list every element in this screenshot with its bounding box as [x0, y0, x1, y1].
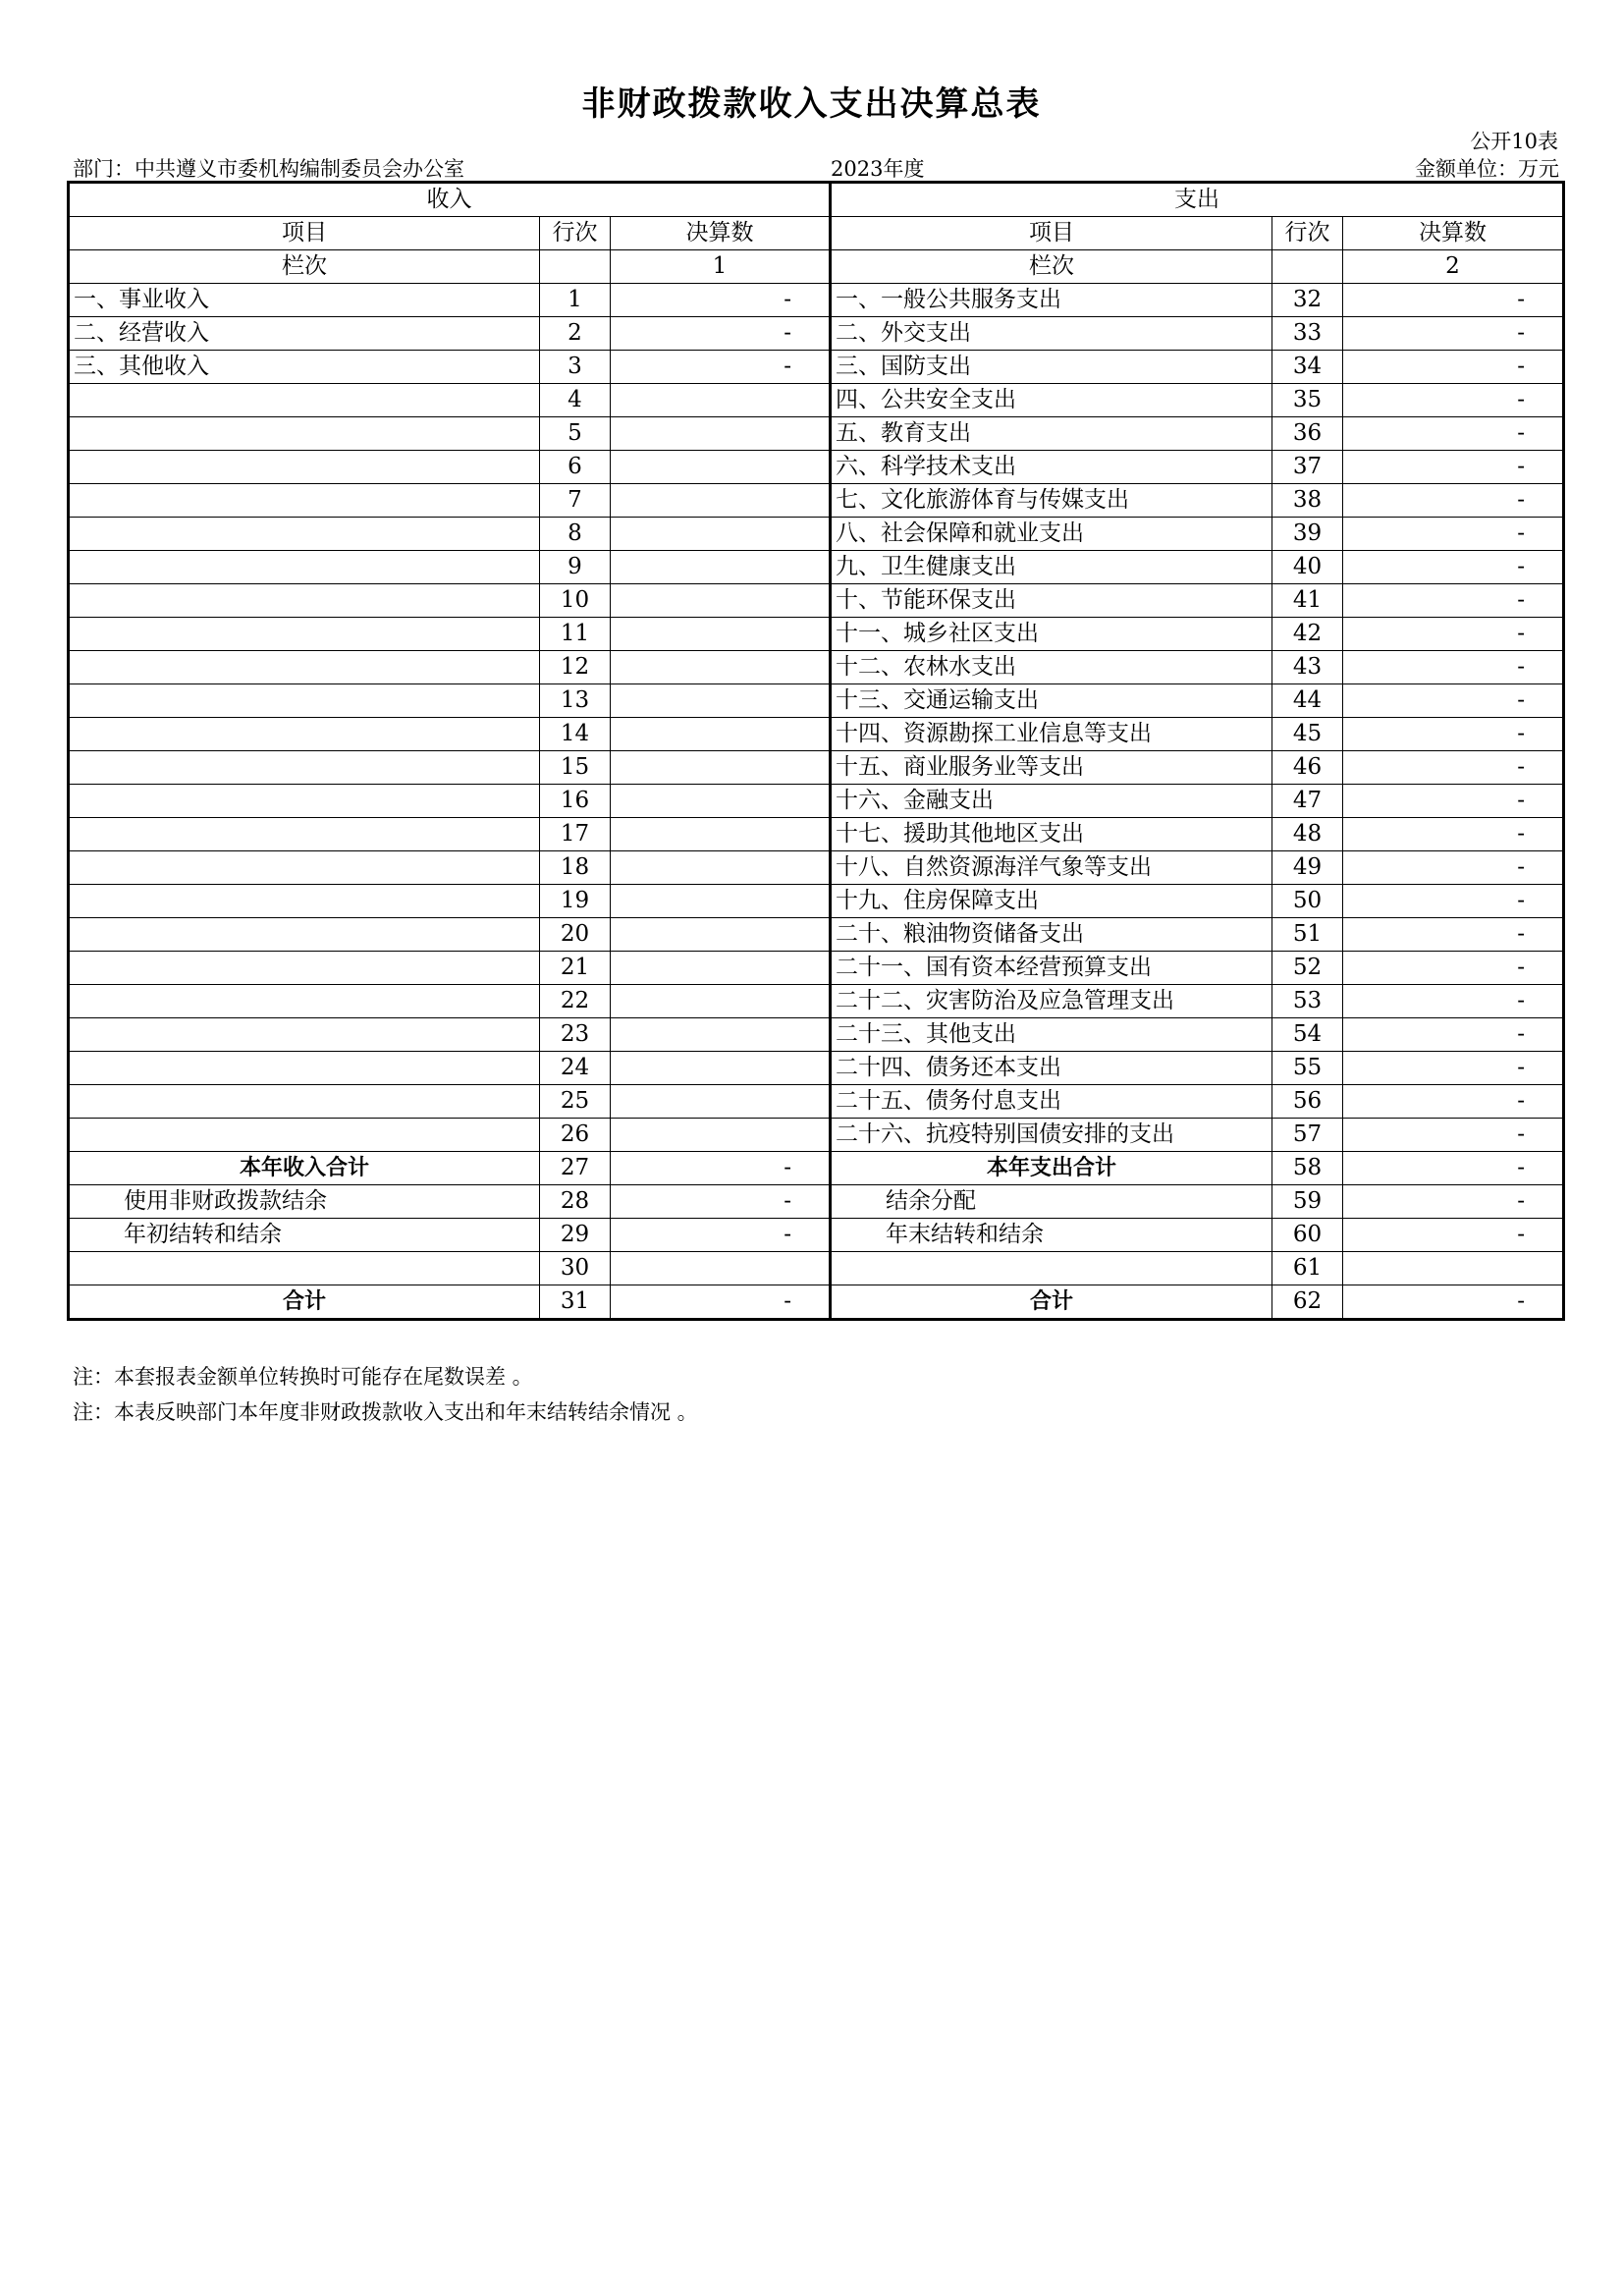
income-item: 二、经营收入 — [69, 317, 540, 351]
income-header: 收入 — [69, 183, 831, 217]
income-amount: - — [611, 317, 831, 351]
expense-line: 43 — [1272, 651, 1343, 684]
expense-line: 48 — [1272, 818, 1343, 851]
notes — [73, 1359, 698, 1430]
expense-item: 六、科学技术支出 — [831, 451, 1272, 484]
income-item — [69, 384, 540, 417]
income-line: 5 — [540, 417, 611, 451]
income-amount — [611, 584, 831, 618]
expense-item: 二十二、灾害防治及应急管理支出 — [831, 985, 1272, 1018]
income-amount — [611, 417, 831, 451]
expense-header: 支出 — [831, 183, 1564, 217]
expense-amount: - — [1343, 718, 1564, 751]
table-row — [69, 785, 1564, 818]
expense-item: 十九、住房保障支出 — [831, 885, 1272, 918]
expense-item: 二十一、国有资本经营预算支出 — [831, 952, 1272, 985]
total-row — [69, 1219, 1564, 1252]
expense-line: 46 — [1272, 751, 1343, 785]
income-item — [69, 618, 540, 651]
income-item — [69, 1052, 540, 1085]
column-label: 栏次 — [831, 250, 1272, 284]
table-row — [69, 684, 1564, 718]
income-total-item: 合计 — [69, 1285, 540, 1320]
expense-amount: - — [1343, 317, 1564, 351]
expense-amount: - — [1343, 284, 1564, 317]
expense-amount: - — [1343, 417, 1564, 451]
expense-amount: - — [1343, 584, 1564, 618]
expense-total-item: 年末结转和结余 — [831, 1219, 1272, 1252]
expense-line: 37 — [1272, 451, 1343, 484]
amount-header: 决算数 — [1343, 217, 1564, 250]
expense-line: 44 — [1272, 684, 1343, 718]
table-row — [69, 952, 1564, 985]
table-row — [69, 451, 1564, 484]
expense-amount: - — [1343, 952, 1564, 985]
total-row — [69, 1185, 1564, 1219]
expense-line: 52 — [1272, 952, 1343, 985]
income-line: 23 — [540, 1018, 611, 1052]
income-line: 16 — [540, 785, 611, 818]
income-line: 11 — [540, 618, 611, 651]
income-total-item — [69, 1252, 540, 1285]
expense-line: 39 — [1272, 518, 1343, 551]
income-amount — [611, 818, 831, 851]
expense-line: 41 — [1272, 584, 1343, 618]
column-index-empty — [1272, 250, 1343, 284]
income-item — [69, 718, 540, 751]
expense-amount: - — [1343, 1085, 1564, 1119]
amount-header: 决算数 — [611, 217, 831, 250]
table-row — [69, 317, 1564, 351]
table-row — [69, 551, 1564, 584]
expense-amount: - — [1343, 351, 1564, 384]
income-item — [69, 651, 540, 684]
expense-item: 十四、资源勘探工业信息等支出 — [831, 718, 1272, 751]
expense-item: 十六、金融支出 — [831, 785, 1272, 818]
income-item — [69, 785, 540, 818]
expense-amount: - — [1343, 885, 1564, 918]
income-line: 30 — [540, 1252, 611, 1285]
expense-total-item — [831, 1252, 1272, 1285]
income-line: 24 — [540, 1052, 611, 1085]
income-item — [69, 684, 540, 718]
expense-amount: - — [1343, 518, 1564, 551]
expense-item: 八、社会保障和就业支出 — [831, 518, 1272, 551]
income-item: 一、事业收入 — [69, 284, 540, 317]
income-item — [69, 518, 540, 551]
income-line: 7 — [540, 484, 611, 518]
income-amount — [611, 684, 831, 718]
expense-line: 53 — [1272, 985, 1343, 1018]
expense-amount: - — [1343, 1018, 1564, 1052]
income-line: 31 — [540, 1285, 611, 1320]
income-item — [69, 451, 540, 484]
table-row — [69, 851, 1564, 885]
section-header-row — [69, 183, 1564, 217]
expense-amount: - — [1343, 751, 1564, 785]
income-amount — [611, 551, 831, 584]
expense-amount: - — [1343, 651, 1564, 684]
expense-item: 十二、农林水支出 — [831, 651, 1272, 684]
income-item — [69, 851, 540, 885]
final-accounts-table — [67, 181, 1565, 1321]
income-line: 1 — [540, 284, 611, 317]
table-row — [69, 284, 1564, 317]
expense-line: 55 — [1272, 1052, 1343, 1085]
expense-amount: - — [1343, 1152, 1564, 1185]
expense-line: 62 — [1272, 1285, 1343, 1320]
expense-amount: - — [1343, 818, 1564, 851]
income-total-item: 年初结转和结余 — [69, 1219, 540, 1252]
expense-amount: - — [1343, 1185, 1564, 1219]
item-header: 项目 — [831, 217, 1272, 250]
income-line: 3 — [540, 351, 611, 384]
table-row — [69, 351, 1564, 384]
expense-line: 33 — [1272, 317, 1343, 351]
expense-amount: - — [1343, 451, 1564, 484]
expense-line: 38 — [1272, 484, 1343, 518]
expense-amount: - — [1343, 1119, 1564, 1152]
column-index-2: 2 — [1343, 250, 1564, 284]
income-line: 14 — [540, 718, 611, 751]
income-amount: - — [611, 284, 831, 317]
table-row — [69, 1119, 1564, 1152]
expense-item: 三、国防支出 — [831, 351, 1272, 384]
income-amount — [611, 451, 831, 484]
income-line: 25 — [540, 1085, 611, 1119]
income-line: 29 — [540, 1219, 611, 1252]
table-row — [69, 1018, 1564, 1052]
income-line: 18 — [540, 851, 611, 885]
column-label: 栏次 — [69, 250, 540, 284]
income-amount — [611, 751, 831, 785]
expense-line: 36 — [1272, 417, 1343, 451]
income-line: 9 — [540, 551, 611, 584]
income-line: 21 — [540, 952, 611, 985]
income-line: 22 — [540, 985, 611, 1018]
expense-item: 十八、自然资源海洋气象等支出 — [831, 851, 1272, 885]
total-row — [69, 1252, 1564, 1285]
income-item — [69, 417, 540, 451]
income-line: 27 — [540, 1152, 611, 1185]
column-index-row — [69, 250, 1564, 284]
expense-line: 51 — [1272, 918, 1343, 952]
table-row — [69, 618, 1564, 651]
income-amount: - — [611, 351, 831, 384]
income-amount — [611, 484, 831, 518]
expense-item: 一、一般公共服务支出 — [831, 284, 1272, 317]
column-index-1: 1 — [611, 250, 831, 284]
income-line: 4 — [540, 384, 611, 417]
table-row — [69, 417, 1564, 451]
expense-line: 32 — [1272, 284, 1343, 317]
income-total-item: 使用非财政拨款结余 — [69, 1185, 540, 1219]
income-item — [69, 985, 540, 1018]
income-item — [69, 1085, 540, 1119]
income-amount — [611, 885, 831, 918]
income-item: 三、其他收入 — [69, 351, 540, 384]
income-amount — [611, 651, 831, 684]
income-item — [69, 918, 540, 952]
expense-line: 57 — [1272, 1119, 1343, 1152]
income-line: 17 — [540, 818, 611, 851]
expense-line: 58 — [1272, 1152, 1343, 1185]
expense-item: 十七、援助其他地区支出 — [831, 818, 1272, 851]
expense-line: 35 — [1272, 384, 1343, 417]
income-amount — [611, 518, 831, 551]
table-row — [69, 1085, 1564, 1119]
expense-amount: - — [1343, 785, 1564, 818]
expense-line: 54 — [1272, 1018, 1343, 1052]
expense-amount: - — [1343, 1219, 1564, 1252]
income-amount — [611, 985, 831, 1018]
note-2: 注：本表反映部门本年度非财政拨款收入支出和年末结转结余情况 。 — [73, 1400, 698, 1424]
income-item — [69, 584, 540, 618]
income-line: 28 — [540, 1185, 611, 1219]
income-item — [69, 952, 540, 985]
table-row — [69, 518, 1564, 551]
income-amount — [611, 952, 831, 985]
income-line: 2 — [540, 317, 611, 351]
expense-amount: - — [1343, 1285, 1564, 1320]
page-title: 非财政拨款收入支出决算总表 — [581, 84, 1042, 124]
expense-total-item: 合计 — [831, 1285, 1272, 1320]
meta-line — [73, 153, 1559, 181]
income-item — [69, 818, 540, 851]
expense-line: 42 — [1272, 618, 1343, 651]
line-header: 行次 — [1272, 217, 1343, 250]
expense-line: 60 — [1272, 1219, 1343, 1252]
income-line: 8 — [540, 518, 611, 551]
expense-amount: - — [1343, 851, 1564, 885]
table-row — [69, 985, 1564, 1018]
expense-item: 十三、交通运输支出 — [831, 684, 1272, 718]
note-1: 注：本套报表金额单位转换时可能存在尾数误差 。 — [73, 1365, 533, 1389]
total-row — [69, 1152, 1564, 1185]
expense-line: 50 — [1272, 885, 1343, 918]
income-amount — [611, 1119, 831, 1152]
table-row — [69, 751, 1564, 785]
line-header: 行次 — [540, 217, 611, 250]
income-item — [69, 751, 540, 785]
expense-amount: - — [1343, 684, 1564, 718]
income-amount: - — [611, 1152, 831, 1185]
income-amount: - — [611, 1285, 831, 1320]
unit-label: 金额单位：万元 — [1415, 157, 1559, 181]
expense-item: 二、外交支出 — [831, 317, 1272, 351]
expense-amount: - — [1343, 1052, 1564, 1085]
table-row — [69, 885, 1564, 918]
expense-item: 二十四、债务还本支出 — [831, 1052, 1272, 1085]
year-label: 2023年度 — [831, 157, 925, 181]
income-item — [69, 885, 540, 918]
table-row — [69, 484, 1564, 518]
expense-item: 十五、商业服务业等支出 — [831, 751, 1272, 785]
income-amount — [611, 851, 831, 885]
expense-item: 二十六、抗疫特别国债安排的支出 — [831, 1119, 1272, 1152]
income-line: 26 — [540, 1119, 611, 1152]
expense-line: 56 — [1272, 1085, 1343, 1119]
column-index-empty — [540, 250, 611, 284]
expense-item: 四、公共安全支出 — [831, 384, 1272, 417]
income-total-item: 本年收入合计 — [69, 1152, 540, 1185]
income-amount — [611, 785, 831, 818]
expense-item: 二十三、其他支出 — [831, 1018, 1272, 1052]
table-row — [69, 1052, 1564, 1085]
income-line: 6 — [540, 451, 611, 484]
column-header-row — [69, 217, 1564, 250]
income-amount — [611, 1018, 831, 1052]
item-header: 项目 — [69, 217, 540, 250]
table-row — [69, 718, 1564, 751]
table-row — [69, 818, 1564, 851]
income-line: 13 — [540, 684, 611, 718]
expense-amount: - — [1343, 985, 1564, 1018]
expense-line: 47 — [1272, 785, 1343, 818]
expense-line: 45 — [1272, 718, 1343, 751]
expense-item: 二十五、债务付息支出 — [831, 1085, 1272, 1119]
expense-line: 61 — [1272, 1252, 1343, 1285]
income-amount — [611, 384, 831, 417]
expense-amount: - — [1343, 918, 1564, 952]
expense-line: 49 — [1272, 851, 1343, 885]
income-line: 15 — [540, 751, 611, 785]
expense-item: 十一、城乡社区支出 — [831, 618, 1272, 651]
expense-amount: - — [1343, 384, 1564, 417]
income-item — [69, 1018, 540, 1052]
expense-line: 34 — [1272, 351, 1343, 384]
income-amount — [611, 618, 831, 651]
department-label: 部门：中共遵义市委机构编制委员会办公室 — [73, 157, 464, 181]
income-amount: - — [611, 1185, 831, 1219]
income-item — [69, 551, 540, 584]
income-amount — [611, 1085, 831, 1119]
income-line: 20 — [540, 918, 611, 952]
expense-item: 七、文化旅游体育与传媒支出 — [831, 484, 1272, 518]
income-item — [69, 1119, 540, 1152]
table-row — [69, 651, 1564, 684]
income-line: 19 — [540, 885, 611, 918]
income-amount: - — [611, 1219, 831, 1252]
expense-item: 十、节能环保支出 — [831, 584, 1272, 618]
expense-total-item: 结余分配 — [831, 1185, 1272, 1219]
expense-item: 五、教育支出 — [831, 417, 1272, 451]
expense-item: 二十、粮油物资储备支出 — [831, 918, 1272, 952]
income-line: 12 — [540, 651, 611, 684]
expense-line: 40 — [1272, 551, 1343, 584]
expense-amount — [1343, 1252, 1564, 1285]
expense-item: 九、卫生健康支出 — [831, 551, 1272, 584]
income-amount — [611, 918, 831, 952]
expense-amount: - — [1343, 618, 1564, 651]
income-amount — [611, 718, 831, 751]
expense-line: 59 — [1272, 1185, 1343, 1219]
table-row — [69, 384, 1564, 417]
expense-amount: - — [1343, 551, 1564, 584]
total-row — [69, 1285, 1564, 1320]
expense-amount: - — [1343, 484, 1564, 518]
income-line: 10 — [540, 584, 611, 618]
income-item — [69, 484, 540, 518]
table-row — [69, 584, 1564, 618]
income-amount — [611, 1052, 831, 1085]
income-amount — [611, 1252, 831, 1285]
expense-total-item: 本年支出合计 — [831, 1152, 1272, 1185]
form-number: 公开10表 — [1470, 130, 1558, 153]
table-row — [69, 918, 1564, 952]
